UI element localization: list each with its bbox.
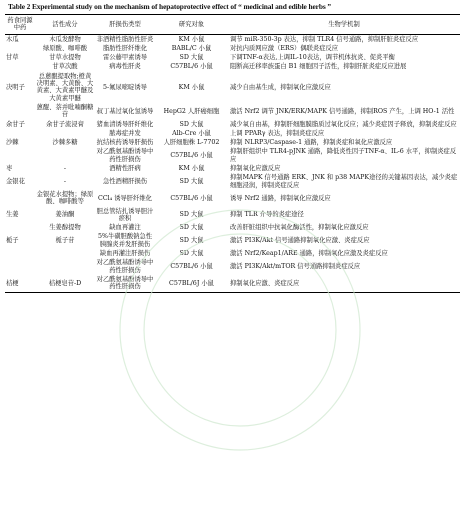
cell-herb	[5, 147, 35, 164]
mechanism-table	[5, 14, 460, 293]
cell-herb	[5, 103, 35, 120]
cell-herb: 生姜	[6, 211, 19, 219]
table-row	[5, 44, 460, 53]
cell-mechanism: 激活 PI3K/Akt/mTOR 信号通路抑制炎症反应	[230, 262, 361, 270]
cell-subject: C57BL/6 小鼠	[170, 194, 213, 202]
cell-herb	[5, 249, 35, 258]
cell-mechanism: 抑制MAPK 信号通路 ERK、JNK 和 p38 MAPK途径的关键基因表达，减少炎症细胞浸润，抑制炎症反应	[230, 174, 458, 189]
cell-mechanism: 减少氧自由基，抑制肝细胞膜脂质过氧化反应；减少炎症因子释放，抑制炎症反应	[230, 120, 457, 128]
cell-herb	[5, 258, 35, 275]
cell-subject: KM 小鼠	[178, 35, 205, 43]
cell-model: CCl₄ 诱导肝纤维化	[98, 194, 152, 202]
cell-subject: HepG2 人肝癌细胞	[163, 107, 220, 115]
cell-model: 猪血清诱导肝纤维化	[96, 120, 154, 128]
cell-herb	[5, 190, 35, 207]
table-row	[5, 232, 460, 249]
table-row	[5, 103, 460, 120]
cell-herb: 桔梗	[6, 279, 19, 287]
cell-mechanism: 阻断高迁移率族蛋白 B1 细胞因子活性，抑制肝脏炎症反应进展	[230, 63, 407, 71]
cell-mechanism: 抑制肝组织中 TLR4-pJNK 通路，降低炎性因子TNF-α、IL-6 水平，抑制炎症反应	[230, 148, 457, 163]
cell-herb: 木瓜	[6, 35, 19, 43]
cell-component: 金银花水提物；绿原酸、咖啡酸等	[36, 190, 94, 206]
table-row	[5, 223, 460, 232]
cell-subject: 人肝细胞株 L-7702	[163, 139, 220, 147]
cell-model: 对乙酰氨基酚诱导中药性肝损伤	[96, 148, 154, 163]
cell-model: 脂肪性肝纤维化	[102, 44, 148, 52]
table-body	[5, 34, 460, 292]
table-caption: Table 2 Experimental study on the mechanism of hepatoprotective effect of “ medicinal and edible herbs ”	[8, 2, 331, 11]
cell-component: 余甘子流浸膏	[46, 120, 84, 128]
cell-component: 绿原酸、咖啡酸	[42, 44, 88, 52]
cell-component: 栀子苷	[55, 237, 75, 245]
cell-subject: SD 大鼠	[179, 211, 204, 219]
cell-subject: KM 小鼠	[178, 83, 205, 91]
table-row	[5, 129, 460, 138]
cell-model: 雷公藤甲素诱导	[102, 54, 148, 62]
cell-component: 木瓜发酵物	[49, 35, 81, 43]
cell-component: 生姜醇提物	[49, 224, 81, 232]
cell-mechanism: 诱导 Nrf2 通路，抑制氧化应激反应	[230, 194, 331, 202]
cell-mechanism: 调节 miR-350-3p 表达，抑制 TLR4 信号通路，抑制肝脏炎症反应	[230, 35, 419, 43]
header-subject: 研究对象	[178, 20, 205, 28]
cell-component: 蒽醌、萘并吡喃酮糖苷	[36, 103, 94, 119]
cell-herb	[5, 223, 35, 232]
header-component: 活性成分	[52, 20, 78, 28]
table-row	[5, 164, 460, 173]
cell-component: 甘草水提物	[49, 54, 81, 62]
table-row	[5, 53, 460, 62]
cell-model: 胆总管结扎诱导胆汁瘀积	[96, 207, 154, 222]
cell-herb	[5, 129, 35, 138]
cell-subject: SD 大鼠	[179, 224, 204, 232]
cell-subject: KM 小鼠	[178, 165, 205, 173]
cell-subject: SD 大鼠	[179, 54, 204, 62]
header-herb: 药食同源中药	[7, 17, 33, 32]
cell-herb: 甘草	[6, 54, 19, 62]
cell-herb	[5, 44, 35, 53]
header-model: 肝损伤类型	[109, 20, 141, 28]
cell-component: 甘草次酸	[52, 63, 78, 71]
cell-model: 叔丁基过氧化氢诱导	[96, 107, 154, 115]
cell-subject: C57BL/6J 小鼠	[169, 279, 214, 287]
cell-subject: SD 大鼠	[179, 237, 204, 245]
cell-herb: 沙棘	[6, 139, 19, 147]
cell-model: 抗结核药诱导肝损伤	[96, 139, 154, 147]
table-row	[5, 207, 460, 224]
cell-component	[35, 147, 95, 164]
cell-component: 总蒽醌提取物;橙黄决明素、大黄酚、大黄素、大黄素甲醚及大黄素甲醚	[36, 72, 94, 102]
cell-mechanism: 下调TNF-α表达,上调IL-10表达，调节机体抗炎、促炎平衡	[230, 54, 395, 62]
cell-herb: 栀子	[6, 237, 19, 245]
cell-component: 姜油酮	[55, 211, 75, 219]
cell-component	[35, 129, 95, 138]
cell-subject: C57BL/6 小鼠	[170, 63, 213, 71]
cell-subject: Alb-Cre 小鼠	[172, 129, 211, 137]
table-row	[5, 190, 460, 207]
header-row	[5, 15, 460, 35]
cell-mechanism: 减少自由基生成，抑制氧化应激反应	[230, 83, 331, 91]
cell-model: 缺血再灌注肝损伤	[99, 250, 151, 258]
cell-herb: 枣	[6, 165, 13, 173]
header-mechanism: 生物学机制	[328, 20, 360, 28]
table-row	[5, 275, 460, 292]
cell-subject: SD 大鼠	[179, 250, 204, 258]
cell-mechanism: 改善肝脏组织中抗氧化酶活性，抑制氧化应激反应	[230, 224, 369, 232]
table-row	[5, 34, 460, 44]
cell-mechanism: 抑制氧化应激、炎症反应	[230, 279, 300, 287]
cell-mechanism: 抑制 NLRP3/Caspase-1 通路，抑制炎症和氧化应激反应	[230, 139, 393, 147]
table-row	[5, 120, 460, 129]
cell-mechanism: 上调 PPARγ 表达，抑制炎症反应	[230, 129, 325, 137]
cell-model: 酒精性肝病	[109, 165, 141, 173]
cell-mechanism: 激活 Nrf2 调节 JNK/ERK/MAPK 信号通路，抑制ROS 产生，上调 HO-1 活性	[230, 107, 455, 115]
cell-herb	[5, 62, 35, 71]
table-row	[5, 62, 460, 71]
cell-mechanism: 抑制氧化应激反应	[230, 165, 281, 173]
cell-model: 5-氟尿嘧啶诱导	[103, 83, 147, 91]
cell-subject: C57BL/6 小鼠	[170, 152, 213, 160]
cell-component	[35, 249, 95, 258]
table-row	[5, 173, 460, 190]
cell-subject: SD 大鼠	[179, 177, 204, 185]
table-row	[5, 147, 460, 164]
cell-model: 缺血再灌注	[109, 224, 141, 232]
cell-mechanism: 对抗内质网应激（ERS）偶联炎症反应	[230, 44, 339, 52]
cell-subject: SD 大鼠	[179, 120, 204, 128]
cell-herb: 金银花	[6, 177, 25, 185]
cell-component: 桔梗皂苷-D	[48, 279, 82, 287]
cell-mechanism: 激活 Nrf2/Keap1/ARE 通路，抑制氧化应激及炎症反应	[230, 250, 388, 258]
cell-component: -	[63, 177, 67, 185]
cell-model: 脓毒症并发	[109, 129, 141, 137]
table-row	[5, 249, 460, 258]
cell-subject: C57BL/6 小鼠	[170, 262, 213, 270]
cell-model: 病毒性肝炎	[109, 63, 141, 71]
table-row	[5, 72, 460, 103]
cell-model: 非酒精性脂肪性肝炎	[96, 35, 154, 43]
cell-component	[35, 258, 95, 275]
cell-component: 沙棘多糖	[52, 139, 78, 147]
cell-model: 急性酒精肝损伤	[102, 177, 148, 185]
cell-model: 对乙酰氨基酚诱导中药性肝损伤	[96, 275, 154, 291]
cell-herb: 余甘子	[6, 120, 25, 128]
cell-model: 5%牛磺胆酸钠急性胰腺炎并发肝损伤	[97, 233, 153, 248]
cell-component: -	[63, 165, 67, 173]
cell-model: 对乙酰氨基酚诱导中药性肝损伤	[96, 259, 154, 274]
cell-subject: BABL/C 小鼠	[171, 44, 212, 52]
cell-mechanism: 激活 PI3K/Akt 信号通路抑制氧化应激、炎症反应	[230, 237, 370, 245]
cell-mechanism: 抑制 TLR 介导的炎症途径	[230, 211, 304, 219]
cell-herb: 决明子	[6, 83, 25, 91]
table-row	[5, 138, 460, 147]
table-row	[5, 258, 460, 275]
